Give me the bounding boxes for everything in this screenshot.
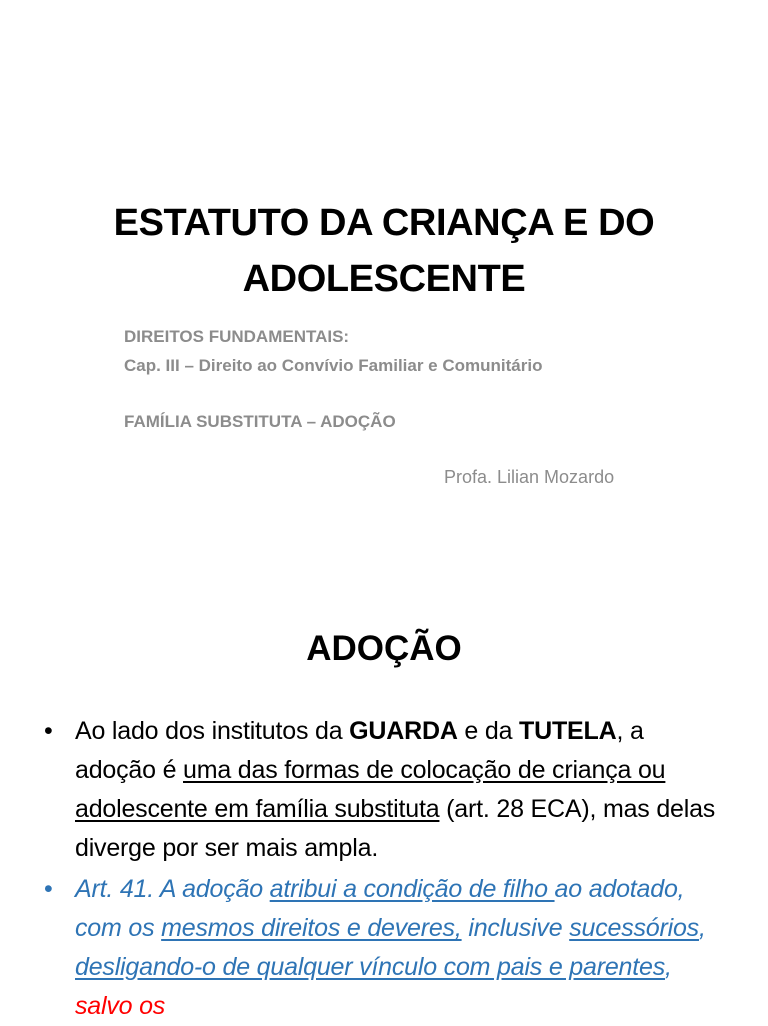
bullet-2-underlined: mesmos direitos e deveres, — [161, 914, 462, 942]
bullet-1-guarda: GUARDA — [349, 717, 458, 745]
bullet-2-underlined: desligando-o de qualquer vínculo com pais e parentes — [75, 953, 665, 981]
bullet-2-text: Art. 41. A adoção — [75, 875, 270, 903]
title-line-1: ESTATUTO DA CRIANÇA E DO — [113, 202, 655, 244]
author-name: Profa. Lilian Mozardo — [444, 467, 615, 487]
bullet-item-1 — [40, 712, 730, 868]
bullet-2-red-text: salvo os — [75, 992, 166, 1020]
subtitle-line-1: DIREITOS FUNDAMENTAIS: — [124, 327, 350, 346]
slide-2 — [0, 582, 768, 1024]
slide-2-title: ADOÇÃO — [306, 629, 462, 668]
bullet-2-text: , — [665, 953, 672, 981]
subtitle-line-3: FAMÍLIA SUBSTITUTA – ADOÇÃO — [124, 412, 396, 431]
bullet-list — [40, 712, 730, 1026]
bullet-2-text: ao adotado, com os — [75, 875, 685, 942]
bullet-1-tutela: TUTELA — [519, 717, 617, 745]
bullet-2-underlined: atribui a condição de filho — [269, 875, 555, 903]
bullet-1-underlined: uma das formas de colocação de criança ou adolescente em família substituta — [75, 756, 666, 823]
bullet-2-text: , — [698, 914, 706, 942]
bullet-1-text: (art. 28 ECA), mas delas diverge por ser mais ampla. — [75, 795, 716, 862]
slide-1-title — [40, 195, 728, 307]
subtitle-line-2: Cap. III – Direito ao Convívio Familiar e Comunitário — [124, 356, 543, 375]
bullet-item-2 — [40, 870, 730, 1026]
bullet-marker: • — [44, 875, 53, 903]
bullet-1-text: e da — [457, 717, 520, 745]
bullet-1-text: , a adoção é — [75, 717, 644, 784]
bullet-2-underlined: sucessórios — [569, 914, 699, 942]
bullet-1-text: Ao lado dos institutos da — [75, 717, 350, 745]
bullet-marker: • — [44, 717, 53, 745]
title-line-2: ADOLESCENTE — [242, 258, 526, 300]
bullet-2-text: inclusive — [461, 914, 570, 942]
